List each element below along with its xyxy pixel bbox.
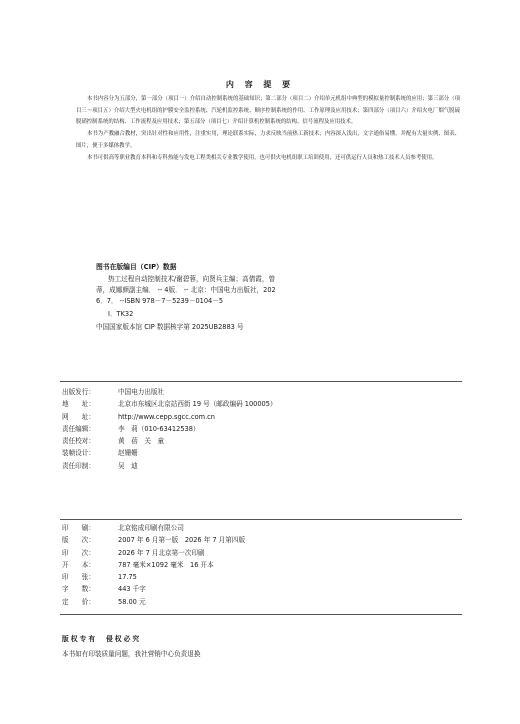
- info-value: 北京铭成印刷有限公司: [118, 524, 184, 532]
- info-row: [62, 583, 245, 595]
- summary-title: 内 容 提 要: [225, 80, 295, 89]
- info-row: [62, 559, 245, 571]
- info-value: 2026 年 7 月北京第一次印刷: [118, 548, 205, 557]
- info-label: 字 数：: [62, 585, 95, 594]
- summary-paragraph: 本书为产教融合教材，突出针对性和应用性，注重实用，理论联系实际，力求反映当前热工新技术；内容深入浅出，文字通俗易懂，并配有大量实例、图表、图片，便于多媒体教学。: [76, 131, 460, 149]
- summary-paragraph: 本书可供高等职业教育本科和专科热能与发电工程类相关专业教学使用，也可供火电机组职工培训使用，还可供运行人员和热工技术人员参考使用。: [87, 154, 438, 161]
- info-label: 责任校对：: [62, 437, 95, 446]
- info-value: http://www.cepp.sgcc.com.cn: [118, 412, 215, 421]
- info-row: [62, 435, 277, 447]
- summary-paragraph: 本书内容分为五部分，第一部分（项目一）介绍自动控制系统的基础知识；第二部分（项目二）介绍单元机组中典型的模拟量控制系统的应用；第三部分（项目三～项目五）介绍大型火电机组的护膜安全监控系统、汽轮机监控系统、顺序控制系统的作用、工作原理及应用技术；第四部分（项目六）介绍火电厂烟气脱硫脱硝控制系统的结构、工作流程及应用技术；第五部分（项目七）介绍计算机控制系统的结构、信号流程及应用技术。: [76, 96, 460, 126]
- info-label: 开 本：: [62, 560, 95, 569]
- cip-block: [96, 261, 396, 333]
- info-row: [62, 386, 277, 398]
- divider-bottom: [60, 614, 462, 615]
- info-value: 17.75: [118, 573, 137, 582]
- info-value: 787 毫米×1092 毫米 16 开本: [118, 560, 214, 569]
- info-row: [62, 398, 277, 410]
- divider-top: [60, 381, 462, 382]
- divider-middle: [60, 519, 462, 520]
- info-label: 定 价：: [62, 597, 95, 606]
- info-row: [62, 522, 245, 534]
- info-label: 责任编辑：: [62, 424, 95, 433]
- info-label: 印 张：: [62, 573, 95, 582]
- info-label: 地 址：: [62, 400, 95, 409]
- printing-info: [62, 522, 245, 608]
- info-value: 黄 蓓 关 童: [118, 437, 165, 446]
- summary-body: [76, 94, 460, 164]
- cip-record: 热工过程自动控制技术/谢碧蓉，向贤兵主编；高倩霞，曾蒂，成娜颜副主编． -- 4版． -- 北京：中国电力出版社，2026．7． --ISBN 978－7－5239－0104－5: [96, 275, 276, 306]
- info-value: 中国电力出版社: [118, 388, 165, 396]
- info-value: 赵姗姗: [118, 449, 138, 458]
- info-label: 责任印制：: [62, 461, 95, 470]
- info-label: 版 次：: [62, 536, 95, 545]
- info-row: [62, 423, 277, 435]
- info-row: [62, 571, 245, 583]
- info-value: 李 莉（010-63412538）: [118, 424, 200, 433]
- cip-title: 图书在版编目（CIP）数据: [96, 263, 177, 271]
- info-value: 443 千字: [118, 585, 146, 594]
- info-label: 印 刷：: [62, 524, 95, 532]
- info-row: [62, 411, 277, 423]
- info-label: 网 址：: [62, 412, 95, 421]
- publication-info: [62, 386, 277, 472]
- cip-data-number: 中国国家版本馆 CIP 数据核字第 2025UB2883 号: [96, 322, 244, 331]
- info-row: [62, 460, 277, 472]
- info-row: [62, 547, 245, 559]
- rights-text: 本书如有印装质量问题，我社营销中心负责退换: [62, 650, 201, 658]
- rights-title: 版权专有 侵权必究: [62, 635, 142, 643]
- info-value: 58.00 元: [118, 597, 146, 606]
- info-row: [62, 447, 277, 459]
- info-value: 吴 迪: [118, 461, 138, 470]
- info-value: 2007 年 6 月第一版 2026 年 7 月第四版: [118, 536, 246, 545]
- info-row: [62, 534, 245, 546]
- info-row: [62, 596, 245, 608]
- info-label: 装帧设计：: [62, 449, 95, 458]
- info-label: 印 次：: [62, 548, 95, 557]
- info-value: 北京市东城区北京站西街 19 号（邮政编码 100005）: [118, 400, 277, 409]
- cip-classification: Ⅰ．TK32: [108, 309, 134, 318]
- info-label: 出版发行：: [62, 388, 95, 396]
